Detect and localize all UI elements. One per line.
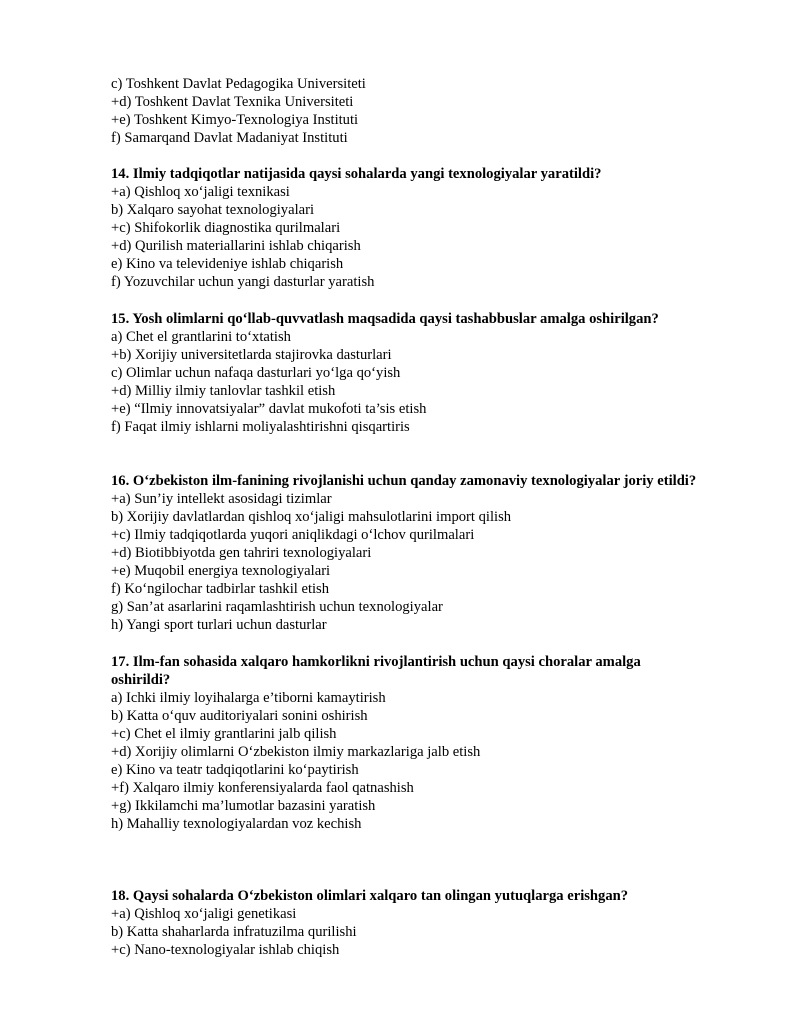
question-16-option-g: g) San’at asarlarini raqamlashtirish uchun texnologiyalar — [111, 599, 443, 615]
question-17-option-d: +d) Xorijiy olimlarni O‘zbekiston ilmiy markazlariga jalb etish — [111, 744, 481, 760]
question-14-option-f: f) Yozuvchilar uchun yangi dasturlar yaratish — [111, 274, 375, 290]
question-16-option-h: h) Yangi sport turlari uchun dasturlar — [111, 617, 327, 633]
question-15-option-f: f) Faqat ilmiy ishlarni moliyalashtirishni qisqartiris — [111, 419, 410, 435]
question-18-option-a: +a) Qishloq xo‘jaligi genetikasi — [111, 906, 297, 922]
question-17-option-c: +c) Chet el ilmiy grantlarini jalb qilish — [111, 726, 337, 742]
question-14-title: 14. Ilmiy tadqiqotlar natijasida qaysi sohalarda yangi texnologiyalar yaratildi? — [111, 166, 602, 182]
question-14-option-a: +a) Qishloq xo‘jaligi texnikasi — [111, 184, 290, 200]
question-17-option-f: +f) Xalqaro ilmiy konferensiyalarda faol qatnashish — [111, 780, 414, 796]
question-15-title: 15. Yosh olimlarni qo‘llab-quvvatlash maqsadida qaysi tashabbuslar amalga oshirilgan? — [111, 311, 659, 327]
question-15-option-b: +b) Xorijiy universitetlarda stajirovka dasturlari — [111, 347, 392, 363]
intro-option-c: c) Toshkent Davlat Pedagogika Universiteti — [111, 76, 366, 92]
question-14-option-d: +d) Qurilish materiallarini ishlab chiqarish — [111, 238, 361, 254]
question-17-option-g: +g) Ikkilamchi ma’lumotlar bazasini yaratish — [111, 798, 376, 814]
question-16-option-b: b) Xorijiy davlatlardan qishloq xo‘jaligi mahsulotlarini import qilish — [111, 509, 512, 525]
intro-option-d: +d) Toshkent Davlat Texnika Universiteti — [111, 94, 354, 110]
question-16-option-c: +c) Ilmiy tadqiqotlarda yuqori aniqlikdagi o‘lchov qurilmalari — [111, 527, 475, 543]
intro-option-f: f) Samarqand Davlat Madaniyat Instituti — [111, 130, 348, 146]
question-18-option-b: b) Katta shaharlarda infratuzilma qurilishi — [111, 924, 357, 940]
question-17-option-e: e) Kino va teatr tadqiqotlarini ko‘paytirish — [111, 762, 359, 778]
question-15-option-d: +d) Milliy ilmiy tanlovlar tashkil etish — [111, 383, 336, 399]
question-14-option-c: +c) Shifokorlik diagnostika qurilmalari — [111, 220, 341, 236]
question-15-option-c: c) Olimlar uchun nafaqa dasturlari yo‘lga qo‘yish — [111, 365, 401, 381]
question-18-title: 18. Qaysi sohalarda O‘zbekiston olimlari xalqaro tan olingan yutuqlarga erishgan? — [111, 888, 629, 904]
question-17-option-h: h) Mahalliy texnologiyalardan voz kechish — [111, 816, 362, 832]
question-14-option-b: b) Xalqaro sayohat texnologiyalari — [111, 202, 315, 218]
question-17-title-line2: oshirildi? — [111, 672, 171, 688]
question-17-option-a: a) Ichki ilmiy loyihalarga e’tiborni kamaytirish — [111, 690, 386, 706]
question-18-option-c: +c) Nano-texnologiyalar ishlab chiqish — [111, 942, 340, 958]
question-16-option-e: +e) Muqobil energiya texnologiyalari — [111, 563, 331, 579]
question-15-option-e: +e) “Ilmiy innovatsiyalar” davlat mukofoti ta’sis etish — [111, 401, 427, 417]
question-16-option-a: +a) Sun’iy intellekt asosidagi tizimlar — [111, 491, 332, 507]
question-17-title-line1: 17. Ilm-fan sohasida xalqaro hamkorlikni rivojlantirish uchun qaysi choralar amalga — [111, 654, 641, 670]
question-16-title: 16. O‘zbekiston ilm-fanining rivojlanishi uchun qanday zamonaviy texnologiyalar joriy etildi? — [111, 473, 697, 489]
question-16-option-d: +d) Biotibbiyotda gen tahriri texnologiyalari — [111, 545, 372, 561]
question-14-option-e: e) Kino va televideniye ishlab chiqarish — [111, 256, 344, 272]
question-16-option-f: f) Ko‘ngilochar tadbirlar tashkil etish — [111, 581, 330, 597]
question-17-option-b: b) Katta o‘quv auditoriyalari sonini oshirish — [111, 708, 368, 724]
intro-option-e: +e) Toshkent Kimyo-Texnologiya Instituti — [111, 112, 359, 128]
question-15-option-a: a) Chet el grantlarini to‘xtatish — [111, 329, 291, 345]
